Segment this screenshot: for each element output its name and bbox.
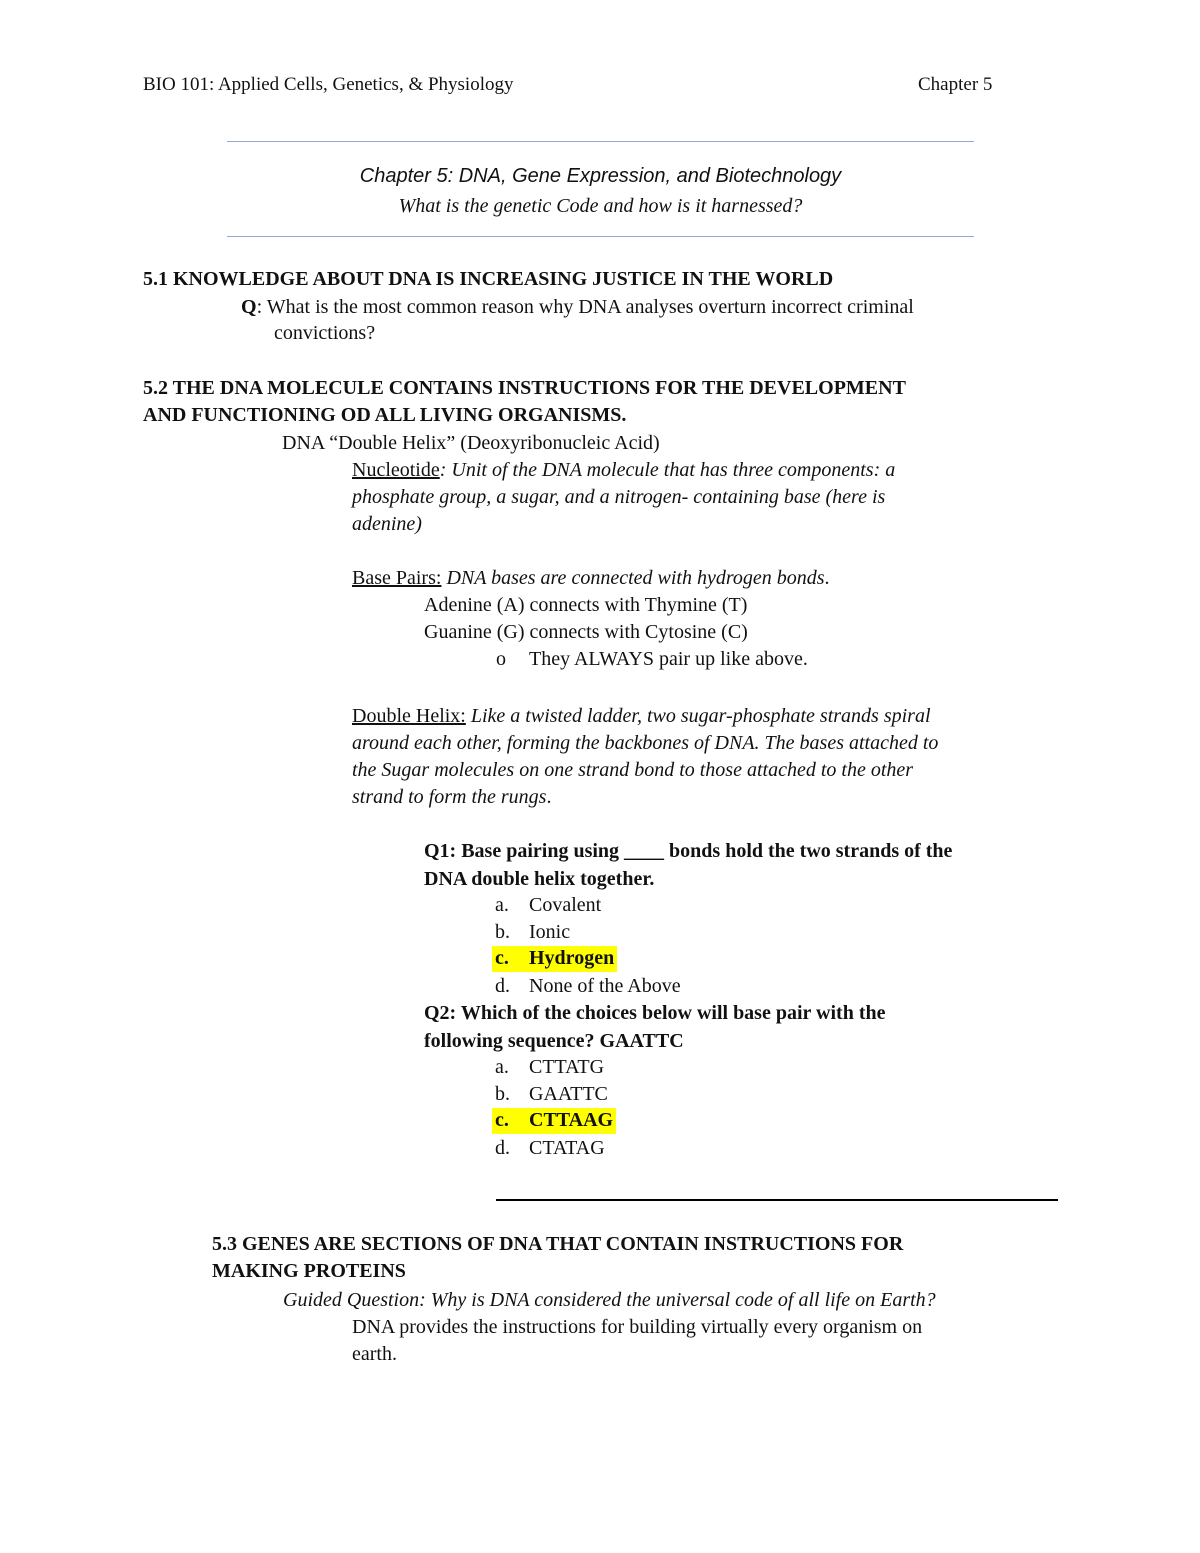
option-letter: b. <box>495 1083 510 1105</box>
q1-option-d <box>495 975 681 998</box>
q2-option-a <box>495 1056 604 1079</box>
question-text-line1: : What is the most common reason why DNA analyses overturn incorrect criminal <box>256 296 914 318</box>
q1-text-line2: DNA double helix together. <box>424 868 655 890</box>
nucleotide-colon: : <box>439 459 447 481</box>
q1-text-line1: Q1: Base pairing using ____ bonds hold the two strands of the <box>424 840 953 862</box>
q1-option-a <box>495 894 601 917</box>
q2-option-c-correct <box>492 1108 616 1134</box>
section-5-1-question <box>241 296 914 319</box>
base-pairs-term: Base Pairs: <box>352 567 442 589</box>
base-pairs-definition <box>352 567 830 590</box>
base-pairs-def: DNA bases are connected with hydrogen bonds <box>441 567 825 589</box>
double-helix-definition-line1 <box>352 705 931 728</box>
nucleotide-definition-line3: adenine) <box>352 513 422 535</box>
running-header-chapter: Chapter 5 <box>918 74 993 95</box>
option-text: Hydrogen <box>529 947 615 969</box>
double-helix-period: . <box>546 786 552 808</box>
section-5-1-heading: 5.1 KNOWLEDGE ABOUT DNA IS INCREASING JUSTICE IN THE WORLD <box>143 268 834 290</box>
question-label: Q <box>241 296 257 318</box>
option-letter: a. <box>495 1056 509 1078</box>
bullet-icon: o <box>496 648 506 670</box>
always-pair-note: They ALWAYS pair up like above. <box>529 648 808 670</box>
section-5-3-heading-line1: 5.3 GENES ARE SECTIONS OF DNA THAT CONTAIN INSTRUCTIONS FOR <box>212 1233 904 1255</box>
option-text: Ionic <box>529 921 571 943</box>
double-helix-def: Like a twisted ladder, two sugar-phosphate strands spiral <box>465 705 931 727</box>
section-divider-rule <box>496 1199 1058 1201</box>
q2-option-b <box>495 1083 608 1106</box>
option-text: CTTATG <box>529 1056 605 1078</box>
chapter-title: Chapter 5: DNA, Gene Expression, and Biotechnology <box>359 165 842 187</box>
guided-question: Guided Question: Why is DNA considered the universal code of all life on Earth? <box>283 1289 936 1311</box>
option-text: Covalent <box>529 894 602 916</box>
double-helix-definition-line4 <box>352 786 551 809</box>
section-5-2-heading-line2: AND FUNCTIONING OD ALL LIVING ORGANISMS. <box>143 404 627 426</box>
section-5-3-heading-line2: MAKING PROTEINS <box>212 1260 406 1282</box>
double-helix-line4-text: strand to form the rungs <box>352 786 547 808</box>
double-helix-definition-line3: the Sugar molecules on one strand bond to those attached to the other <box>352 759 914 781</box>
option-text: CTATAG <box>529 1137 605 1159</box>
double-helix-term: Double Helix: <box>352 705 466 727</box>
q2-text-line1: Q2: Which of the choices below will base pair with the <box>424 1002 886 1024</box>
dna-double-helix-line: DNA “Double Helix” (Deoxyribonucleic Acid) <box>282 432 660 454</box>
option-letter: c. <box>495 1109 509 1131</box>
nucleotide-definition-line1 <box>352 459 895 482</box>
option-text: CTTAAG <box>529 1109 614 1131</box>
chapter-subtitle: What is the genetic Code and how is it harnessed? <box>398 195 803 217</box>
option-text: GAATTC <box>529 1083 608 1105</box>
nucleotide-def: Unit of the DNA molecule that has three components: a <box>446 459 896 481</box>
option-letter: d. <box>495 1137 510 1159</box>
section-5-2-heading-line1: 5.2 THE DNA MOLECULE CONTAINS INSTRUCTIONS FOR THE DEVELOPMENT <box>143 377 906 399</box>
double-helix-definition-line2: around each other, forming the backbones of DNA. The bases attached to <box>352 732 939 754</box>
option-letter: d. <box>495 975 510 997</box>
q2-option-d <box>495 1137 605 1160</box>
q2-text-line2: following sequence? GAATTC <box>424 1030 684 1052</box>
q1-option-c-correct <box>492 946 617 972</box>
title-top-rule <box>227 141 974 142</box>
guided-answer-line2: earth. <box>352 1343 397 1365</box>
base-pairs-period: . <box>824 567 830 589</box>
nucleotide-definition-line2: phosphate group, a sugar, and a nitrogen- containing base (here is <box>352 486 886 508</box>
option-letter: b. <box>495 921 510 943</box>
q1-option-b <box>495 921 570 944</box>
option-letter: a. <box>495 894 509 916</box>
nucleotide-term: Nucleotide <box>352 459 440 481</box>
question-text-line2: convictions? <box>274 322 376 344</box>
option-text: None of the Above <box>529 975 681 997</box>
option-letter: c. <box>495 947 509 969</box>
pair-adenine-thymine: Adenine (A) connects with Thymine (T) <box>424 594 748 616</box>
running-header-course: BIO 101: Applied Cells, Genetics, & Physiology <box>143 74 514 95</box>
pair-guanine-cytosine: Guanine (G) connects with Cytosine (C) <box>424 621 748 643</box>
guided-answer-line1: DNA provides the instructions for building virtually every organism on <box>352 1316 923 1338</box>
title-bottom-rule <box>227 236 974 237</box>
